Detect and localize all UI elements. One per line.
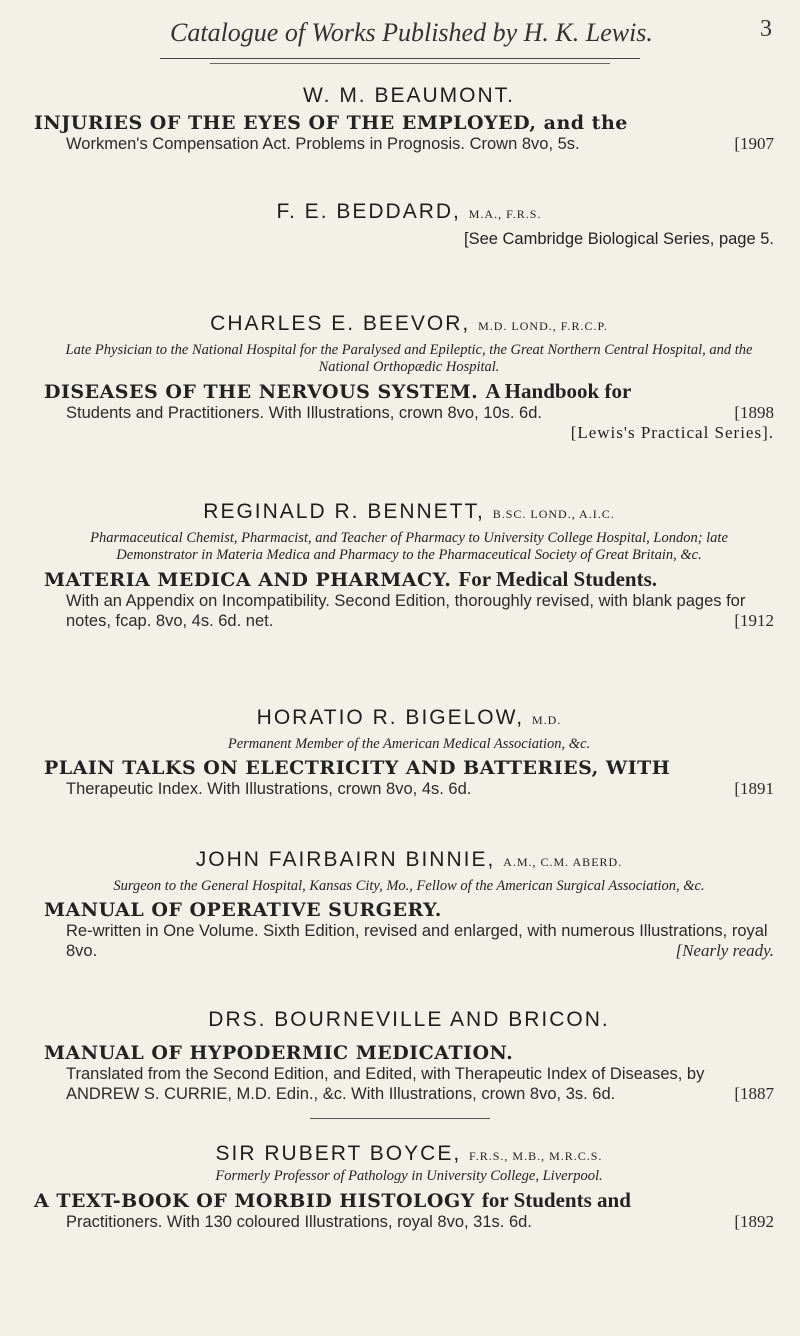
book-title: [34, 1189, 774, 1212]
catalogue-entry: [44, 500, 774, 631]
catalogue-entry: [44, 706, 774, 799]
publication-year: [1892: [734, 1212, 774, 1231]
publication-year: [1887: [734, 1084, 774, 1103]
catalogue-entry: [44, 848, 774, 961]
author-affiliation: Formerly Professor of Pathology in University College, Liverpool.: [215, 1168, 603, 1184]
description-text: Translated from the Second Edition, and Edited, with Therapeutic Index of Diseases, by ANDREW S. CURRIE, M.D. Edin., &c. With Illustrations, crown 8vo, 3s. 6d.: [66, 1065, 705, 1103]
author-name: [44, 312, 774, 336]
header-rule: [160, 58, 640, 59]
section-divider: [310, 1118, 490, 1119]
book-title: PLAIN TALKS ON ELECTRICITY AND BATTERIES, WITH: [44, 757, 671, 779]
book-title: [44, 568, 774, 591]
author-qualifications: B.SC. LOND., A.I.C.: [492, 507, 615, 521]
author-affiliation: Surgeon to the General Hospital, Kansas City, Mo., Fellow of the American Surgical Association, &c.: [113, 878, 705, 894]
author-qualifications: M.D.: [531, 713, 562, 727]
book-title-text: MATERIA MEDICA AND PHARMACY.: [44, 569, 452, 591]
book-title-continuation: A Handbook for: [485, 379, 632, 403]
publication-year: [1891: [734, 779, 774, 798]
page-header-title: Catalogue of Works Published by H. K. Lewis.: [170, 18, 653, 47]
book-title: INJURIES OF THE EYES OF THE EMPLOYED, and the: [34, 112, 628, 134]
publication-year: [1912: [734, 611, 774, 630]
author-qualifications: A.M., C.M. ABERD.: [503, 855, 623, 869]
author-qualifications: F.R.S., M.B., M.R.C.S.: [469, 1149, 603, 1163]
catalogue-entry: [44, 1008, 774, 1104]
book-title-continuation: For Medical Students.: [458, 567, 657, 591]
author-name-text: F. E. BEDDARD,: [276, 200, 461, 223]
catalogue-entry: [44, 200, 774, 249]
catalogue-entry: [44, 312, 774, 443]
book-description: [44, 403, 774, 423]
author-name: [44, 706, 774, 730]
author-name-text: CHARLES E. BEEVOR,: [210, 312, 471, 335]
author-qualifications: M.A., F.R.S.: [468, 207, 542, 221]
description-text: Workmen's Compensation Act. Problems in Prognosis. Crown 8vo, 5s.: [66, 135, 580, 153]
publication-year: [1898: [734, 403, 774, 422]
author-affiliation: Late Physician to the National Hospital for the Paralysed and Epileptic, the Great Northern Central Hospital, and the National Orthopædic Hospital.: [65, 342, 753, 375]
book-title-text: DISEASES OF THE NERVOUS SYSTEM.: [44, 381, 479, 403]
book-title-continuation: for Students and: [481, 1188, 631, 1212]
author-name-text: HORATIO R. BIGELOW,: [256, 706, 525, 729]
book-description: [44, 1064, 774, 1104]
author-name: [44, 200, 774, 224]
author-name-text: SIR RUBERT BOYCE,: [215, 1142, 462, 1165]
description-text: Students and Practitioners. With Illustrations, crown 8vo, 10s. 6d.: [66, 404, 542, 422]
catalogue-entry: [34, 84, 774, 154]
author-name-text: JOHN FAIRBAIRN BINNIE,: [195, 848, 496, 871]
series-name: [Lewis's Practical Series].: [570, 423, 774, 442]
header-rule-secondary: [210, 63, 610, 64]
author-affiliation: Pharmaceutical Chemist, Pharmacist, and Teacher of Pharmacy to University College Hospital, London; late Demonstrator in Materia Medica and Pharmacy to the Pharmaceutical Society of Great Britain, &c.: [90, 530, 728, 563]
description-text: Practitioners. With 130 coloured Illustrations, royal 8vo, 31s. 6d.: [66, 1213, 532, 1231]
author-name-text: REGINALD R. BENNETT,: [203, 500, 485, 523]
author-name: W. M. BEAUMONT.: [302, 84, 515, 107]
book-title-text: A TEXT-BOOK OF MORBID HISTOLOGY: [34, 1190, 475, 1212]
publication-year: [1907: [734, 134, 774, 153]
publication-status: [Nearly ready.: [675, 941, 774, 960]
book-description: [44, 591, 774, 631]
catalogue-entry: [34, 1142, 774, 1232]
author-name: [44, 848, 774, 872]
book-description: [44, 1212, 774, 1232]
cross-reference-note: [See Cambridge Biological Series, page 5.: [463, 230, 774, 248]
author-affiliation: Permanent Member of the American Medical Association, &c.: [227, 736, 591, 752]
author-name: [44, 500, 774, 524]
book-description: [44, 134, 774, 154]
book-title: [44, 380, 774, 403]
author-name: [44, 1142, 774, 1166]
page-number: 3: [760, 16, 772, 42]
author-qualifications: M.D. LOND., F.R.C.P.: [478, 319, 608, 333]
book-description: [44, 921, 774, 961]
book-title: MANUAL OF HYPODERMIC MEDICATION.: [44, 1042, 514, 1064]
description-text: Re-written in One Volume. Sixth Edition, revised and enlarged, with numerous Illustrations, royal 8vo.: [66, 922, 768, 960]
book-title: MANUAL OF OPERATIVE SURGERY.: [44, 899, 442, 921]
author-name: DRS. BOURNEVILLE AND BRICON.: [208, 1008, 610, 1031]
description-text: Therapeutic Index. With Illustrations, crown 8vo, 4s. 6d.: [66, 780, 472, 798]
description-text: With an Appendix on Incompatibility. Second Edition, thoroughly revised, with blank pages for notes, fcap. 8vo, 4s. 6d. net.: [66, 592, 746, 630]
book-description: [44, 779, 774, 799]
